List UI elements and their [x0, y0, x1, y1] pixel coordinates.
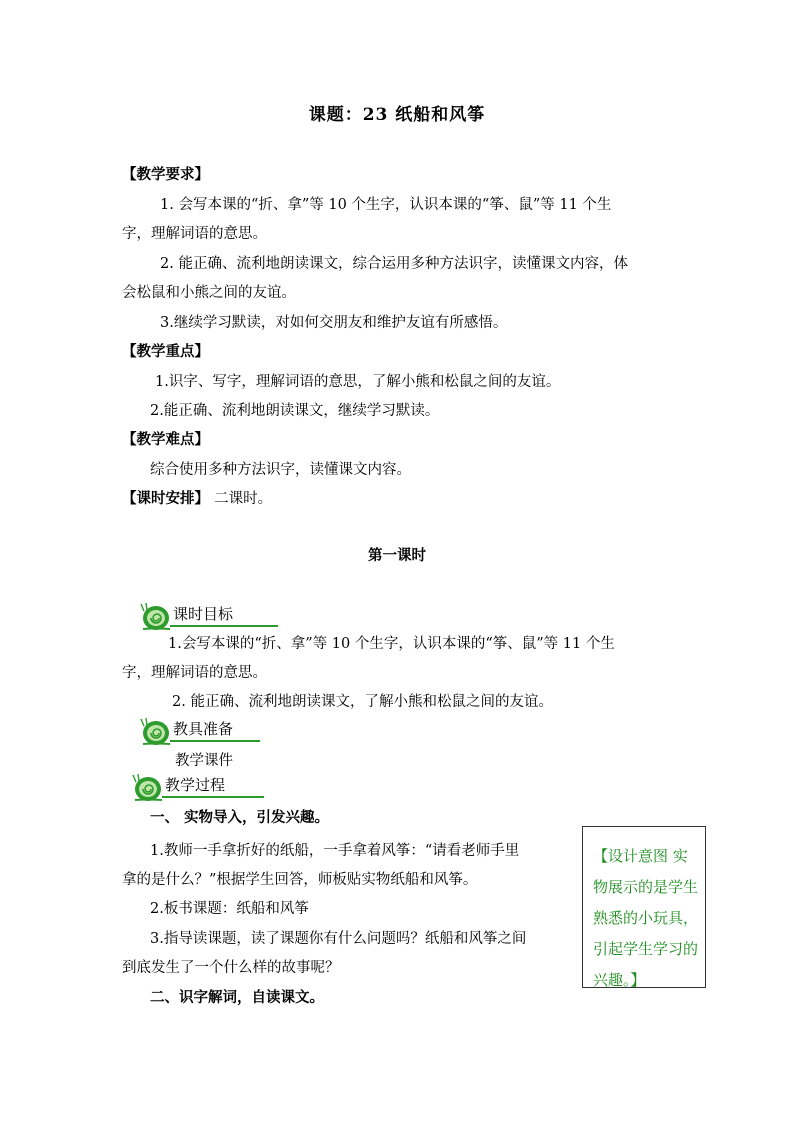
process-step-1-item-2: 2.板书课题：纸船和风筝 — [150, 901, 309, 917]
process-step-1-item-3-line-1: 3.指导读课题，读了课题你有什么问题吗？纸船和风筝之间 — [150, 931, 527, 947]
process-step-1-heading: 一、 实物导入，引发兴趣。 — [150, 809, 330, 826]
snail-icon — [140, 716, 172, 746]
key-point-1: 1.识字、写字，理解词语的意思，了解小熊和松鼠之间的友谊。 — [155, 374, 561, 390]
lesson-title: 第一课时 — [368, 547, 426, 564]
requirement-1-line-1: 1. 会写本课的“折、拿”等 10 个生字，认识本课的“筝、鼠”等 11 个生 — [160, 197, 612, 213]
process-step-1-item-1-line-1: 1.教师一手拿折好的纸船，一手拿着风筝：“请看老师手里 — [150, 843, 520, 859]
materials-label: 教具准备 — [173, 720, 234, 738]
process-header — [132, 772, 272, 802]
requirement-2-line-2: 会松鼠和小熊之间的友谊。 — [122, 285, 296, 301]
process-step-1-item-3-line-2: 到底发生了一个什么样的故事呢？ — [122, 960, 340, 976]
snail-icon — [132, 772, 164, 802]
process-step-2-heading: 二、识字解词，自读课文。 — [150, 989, 324, 1006]
objective-2: 2. 能正确、流利地朗读课文，了解小熊和松鼠之间的友谊。 — [172, 694, 553, 710]
schedule-line — [122, 487, 272, 508]
difficulties-heading: 【教学难点】 — [122, 431, 209, 448]
objectives-underline — [170, 625, 278, 627]
requirement-3: 3.继续学习默读，对如何交朋友和维护友谊有所感悟。 — [160, 315, 508, 331]
design-note-text: 【设计意图 实物展示的是学生熟悉的小玩具，引起学生学习的兴趣。】 — [593, 847, 699, 989]
snail-icon — [140, 601, 172, 631]
materials-header — [140, 716, 280, 746]
objectives-label: 课时目标 — [173, 605, 234, 623]
objective-1-line-2: 字，理解词语的意思。 — [122, 665, 267, 681]
schedule-text: 二课时。 — [214, 491, 273, 507]
materials-underline — [170, 740, 260, 742]
key-point-2: 2.能正确、流利地朗读课文，继续学习默读。 — [150, 403, 440, 419]
objectives-header — [140, 601, 280, 631]
requirement-2-line-1: 2. 能正确、流利地朗读课文，综合运用多种方法识字，读懂课文内容，体 — [160, 256, 628, 272]
objective-1-line-1: 1.会写本课的“折、拿”等 10 个生字，认识本课的“筝、鼠”等 11 个生 — [168, 636, 615, 652]
materials-text: 教学课件 — [175, 753, 233, 769]
process-label: 教学过程 — [165, 776, 226, 794]
difficulties-text: 综合使用多种方法识字，读懂课文内容。 — [150, 462, 411, 478]
process-step-1-item-1-line-2: 拿的是什么？”根据学生回答，师板贴实物纸船和风筝。 — [122, 872, 478, 888]
requirements-heading: 【教学要求】 — [122, 166, 209, 183]
process-underline — [162, 796, 264, 798]
page-title: 课题：23 纸船和风筝 — [308, 105, 486, 125]
requirement-1-line-2: 字，理解词语的意思。 — [122, 226, 267, 242]
key-points-heading: 【教学重点】 — [122, 343, 209, 360]
schedule-heading: 【课时安排】 — [122, 490, 209, 507]
design-note-box — [582, 826, 706, 988]
